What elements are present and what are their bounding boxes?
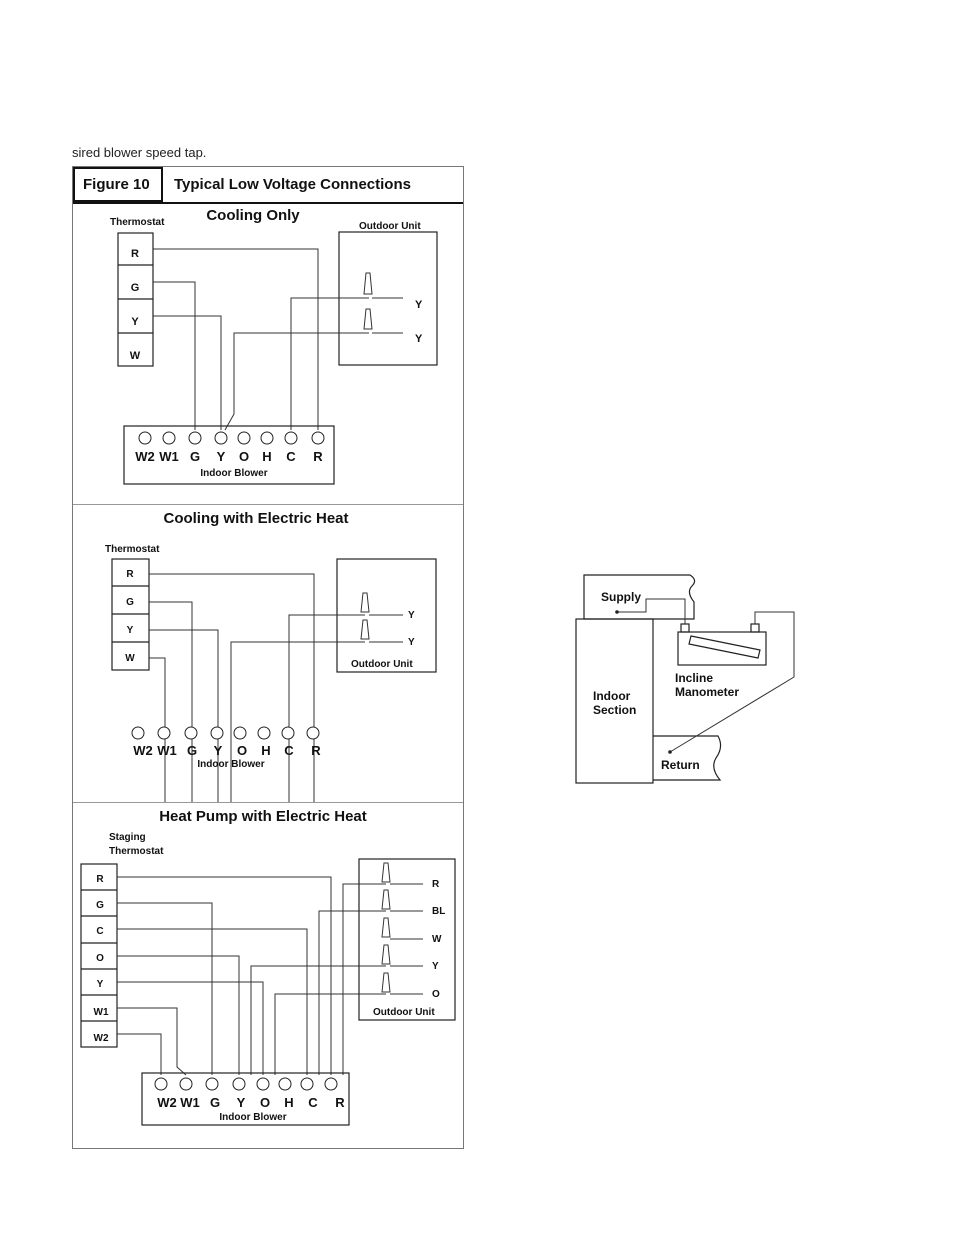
thermostat-terminal: W2 [93,1033,109,1044]
blower-terminal: Y [216,449,226,464]
thermostat-terminal: G [96,900,104,911]
outdoor-wire-label: Y [415,333,423,345]
panel-2-blower [72,703,464,803]
blower-terminal-circles [139,432,324,444]
indoor-blower-label: Indoor Blower [219,1112,287,1123]
outdoor-unit-label: Outdoor Unit [351,659,413,670]
thermostat-label: Thermostat [109,846,164,857]
heat-pump-title: Heat Pump with Electric Heat [159,808,367,825]
blower-terminal: Y [213,743,223,758]
thermostat-terminal: Y [126,625,134,636]
blower-terminal: Y [236,1095,246,1110]
cooling-electric-heat-title: Cooling with Electric Heat [163,510,349,527]
figure-number: Figure 10 [73,167,163,202]
blower-terminal: C [308,1095,318,1110]
intro-text: sired blower speed tap. [72,145,207,160]
blower-terminal: W2 [157,1095,177,1110]
wiring [117,877,386,1093]
panel-cooling-only [73,202,463,504]
indoor-label: Indoor [593,689,631,703]
blower-terminal: H [261,743,271,758]
blower-terminal: G [189,449,201,464]
thermostat-terminal: W1 [93,1007,109,1018]
supply-tap [615,610,619,614]
blower-terminal-circles [132,727,319,739]
manometer-diagram [570,572,800,787]
thermostat-terminal: W [129,350,141,362]
blower-terminal: H [284,1095,294,1110]
return-tap [668,750,672,754]
outdoor-unit-label: Outdoor Unit [359,221,421,232]
wire-nut-icon [382,890,423,911]
figure-title: Typical Low Voltage Connections [174,176,411,193]
outdoor-wire-label: R [432,879,440,890]
blower-terminal: C [284,743,294,758]
wire-nut-icon [382,918,423,939]
return-label: Return [661,758,700,772]
thermostat-terminal: R [126,569,134,580]
outdoor-unit-label: Outdoor Unit [373,1007,435,1018]
blower-terminal: C [286,449,296,464]
outdoor-wire-label: W [432,934,442,945]
blower-terminal: R [311,743,321,758]
outdoor-wire-label: BL [432,906,446,917]
blower-terminal: W2 [135,449,155,464]
cooling-only-diagram [73,202,463,504]
wire-nut-icon [361,593,403,615]
section-label: Section [593,703,637,717]
blower-terminal: H [262,449,272,464]
blower-terminal: O [238,449,250,464]
thermostat-terminal: R [96,874,104,885]
blower-terminal: O [259,1095,271,1110]
blower-terminal: G [186,743,198,758]
blower-terminal: W1 [159,449,179,464]
thermostat-label: Thermostat [105,544,160,555]
figure-header [73,167,463,204]
wiring [153,249,369,430]
thermostat-terminal: W [125,653,135,664]
manometer-port [681,624,689,632]
wire-nut-icon [364,273,403,298]
wire-nut-icon [361,620,403,642]
outdoor-wire-label: Y [432,961,439,972]
thermostat-terminal: Y [131,316,139,328]
supply-label: Supply [601,590,642,604]
wire-nut-icon [382,973,423,994]
outdoor-wire-label: Y [408,637,415,648]
manometer-label: Manometer [675,685,740,699]
thermostat-terminal: R [131,248,139,260]
incline-tube [689,636,760,658]
thermostat-terminal: C [96,926,104,937]
heat-pump-diagram [73,803,463,1149]
thermostat-terminal: G [130,282,140,294]
outdoor-wire-label: Y [408,610,415,621]
blower-terminal: R [335,1095,345,1110]
blower-terminal: R [313,449,323,464]
wire-nut-icon [382,945,423,966]
indoor-blower-label: Indoor Blower [197,759,265,770]
staging-label: Staging [109,832,146,843]
blower-terminal: W1 [180,1095,200,1110]
figure-10 [72,166,464,1149]
wire-nut-icon [382,863,423,884]
incline-label: Incline [675,671,714,685]
thermostat-terminal: Y [96,979,104,990]
manometer-port [751,624,759,632]
blower-terminal: G [209,1095,221,1110]
thermostat-terminal: G [126,597,134,608]
blower-terminal: O [236,743,248,758]
thermostat-terminal: O [96,953,104,964]
thermostat-label: Thermostat [110,217,165,228]
blower-terminal: W1 [157,743,177,758]
blower-terminal-circles [155,1078,337,1090]
outdoor-wire-label: O [432,989,440,1000]
blower-terminal: W2 [133,743,153,758]
indoor-blower-label: Indoor Blower [200,468,268,479]
wire-nut-icon [364,309,403,333]
cooling-only-title: Cooling Only [206,207,300,224]
panel-heat-pump [73,802,463,1149]
outdoor-wire-label: Y [415,299,423,311]
